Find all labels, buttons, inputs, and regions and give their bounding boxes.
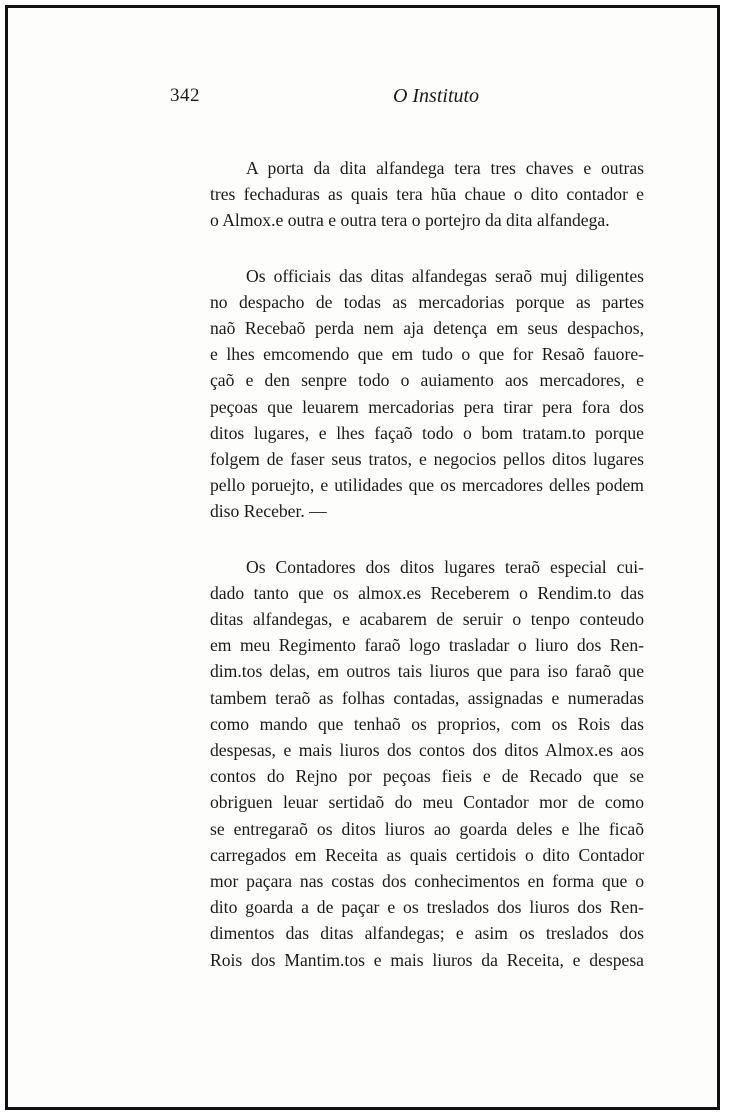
text-line: Rois dos Mantim.tos e mais liuros da Receita, e despesa	[210, 949, 644, 970]
text-line: Os Contadores dos ditos lugares teraõ especial cui-	[246, 556, 644, 577]
text-line: dito goarda a de paçar e os treslados dos liuros dos Ren-	[210, 897, 644, 918]
text-line: dimentos das ditas alfandegas; e asim os treslados dos	[210, 923, 644, 944]
text-line: naõ Recebaõ perda nem aja detença em seus despachos,	[210, 318, 644, 339]
text-line: dim.tos delas, em outros tais liuros que para iso faraõ que	[210, 661, 644, 682]
text-line: em meu Regimento faraõ logo trasladar o liuro dos Ren-	[210, 635, 644, 656]
text-line: o Almox.e outra e outra tera o portejro da dita alfandega.	[210, 210, 610, 231]
text-line: ditos lugares, e lhes façaõ todo o bom tratam.to porque	[210, 422, 644, 443]
text-line: no despacho de todas as mercadorias porque as partes	[210, 291, 644, 312]
text-line: çaõ e den senpre todo o auiamento aos mercadores, e	[210, 370, 644, 391]
text-line: A porta da dita alfandega tera tres chaves e outras	[246, 158, 644, 178]
body-text	[174, 155, 644, 973]
text-line: contos do Rejno por peçoas fieis e de Recado que se	[210, 766, 644, 787]
text-line: despesas, e mais liuros dos contos dos ditos Almox.es aos	[210, 740, 644, 761]
page-header	[170, 85, 642, 115]
text-line: dado tanto que os almox.es Receberem o Rendim.to das	[210, 582, 644, 603]
text-line: tres fechaduras as quais tera hũa chaue o dito contador e	[210, 184, 644, 205]
text-line: Os officiais das ditas alfandegas seraõ muj diligentes	[246, 265, 644, 286]
paragraph-2	[174, 263, 644, 525]
page-number: 342	[170, 85, 200, 106]
paragraph-3	[174, 554, 644, 973]
text-line: tambem teraõ as folhas contadas, assignadas e numeradas	[210, 687, 644, 708]
paragraph-1	[174, 155, 644, 234]
text-line: obriguen leuar sertidaõ do meu Contador mor de como	[210, 792, 644, 813]
text-line: pello poruejto, e utilidades que os mercadores delles podem	[210, 475, 644, 496]
text-line: peçoas que leuarem mercadorias pera tirar pera fora dos	[210, 396, 644, 417]
text-line: folgem de faser seus tratos, e negocios pellos ditos lugares	[210, 449, 644, 470]
text-line: carregados em Receita as quais certidois o dito Contador	[210, 844, 644, 865]
text-line: mor paçara nas costas dos conhecimentos en forma que o	[210, 871, 644, 892]
text-line: como mando que tenhaõ os proprios, com os Rois das	[210, 713, 644, 734]
text-line: diso Receber. —	[210, 501, 327, 522]
text-line: ditas alfandegas, e acabarem de seruir o tenpo conteudo	[210, 609, 644, 630]
text-line: e lhes emcomendo que em tudo o que for Resaõ fauore-	[210, 344, 644, 365]
running-title: O Instituto	[392, 85, 480, 107]
text-line: se entregaraõ os ditos liuros ao goarda deles e lhe ficaõ	[210, 818, 644, 839]
